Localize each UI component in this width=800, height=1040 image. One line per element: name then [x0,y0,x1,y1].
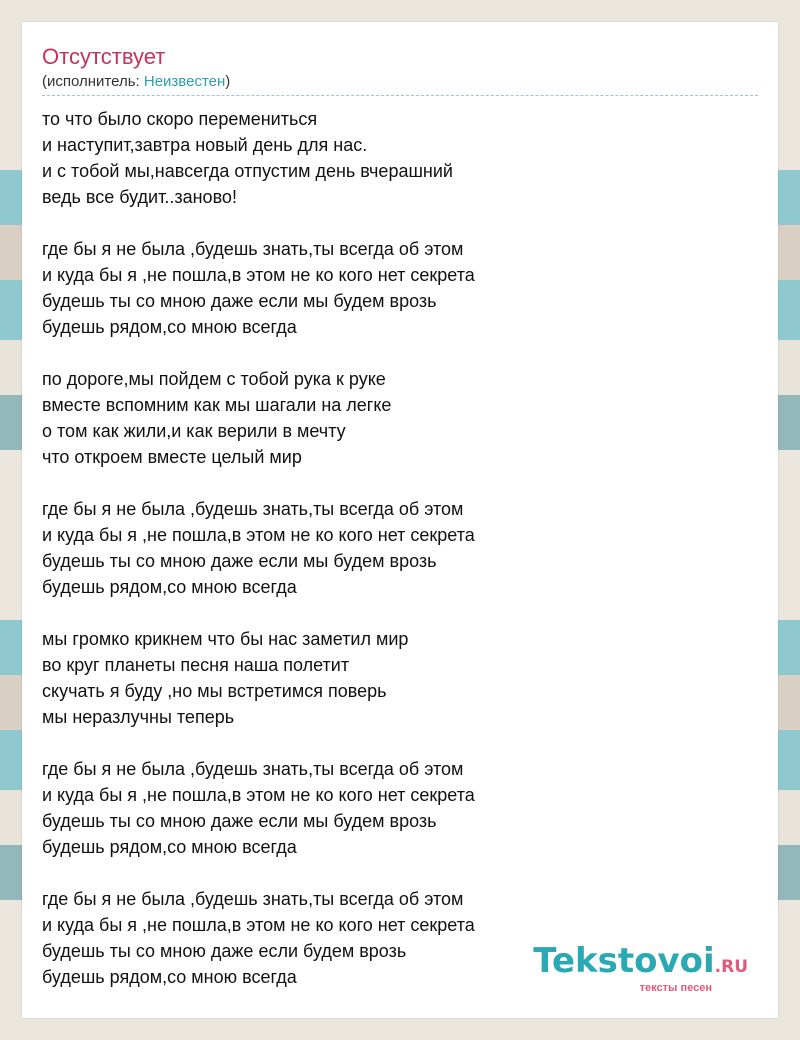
lyrics-line: и куда бы я ,не пошла,в этом не ко кого нет секрета [42,265,475,285]
lyrics-stanza [42,366,758,470]
logo-name: Tekstovoi [533,941,715,981]
performer-line [42,72,758,96]
lyrics-body [42,106,758,990]
lyrics-line: будешь ты со мною даже если будем врозь [42,941,407,961]
lyrics-line: мы громко крикнем что бы нас заметил мир [42,629,409,649]
lyrics-stanza [42,756,758,860]
lyrics-stanza [42,106,758,210]
performer-link[interactable]: Неизвестен [143,73,226,90]
lyrics-line: и куда бы я ,не пошла,в этом не ко кого нет секрета [42,525,475,545]
lyrics-line: где бы я не была ,будешь знать,ты всегда об этом [42,759,464,779]
lyrics-line: по дороге,мы пойдем с тобой рука к руке [42,369,386,389]
site-logo[interactable] [533,941,748,994]
logo-wordmark [533,941,748,984]
lyrics-line: о том как жили,и как верили в мечту [42,421,346,441]
lyrics-line: и куда бы я ,не пошла,в этом не ко кого нет секрета [42,915,475,935]
lyrics-line: будешь рядом,со мною всегда [42,967,297,987]
logo-tagline: тексты песен [639,982,712,994]
lyrics-line: будешь ты со мною даже если мы будем врозь [42,291,437,311]
lyrics-line: ведь все будит..заново! [42,187,237,207]
logo-tld: .RU [714,957,748,977]
lyrics-stanza [42,626,758,730]
lyrics-sheet [22,22,778,1018]
lyrics-line: где бы я не была ,будешь знать,ты всегда об этом [42,889,464,909]
lyrics-line: где бы я не была ,будешь знать,ты всегда об этом [42,239,464,259]
lyrics-stanza [42,496,758,600]
song-title: Отсутствует [42,44,166,69]
lyrics-line: вместе вспомним как мы шагали на легке [42,395,392,415]
lyrics-line: и наступит,завтра новый день для нас. [42,135,368,155]
lyrics-line: где бы я не была ,будешь знать,ты всегда об этом [42,499,464,519]
lyrics-line: будешь ты со мною даже если мы будем врозь [42,551,437,571]
lyrics-line: и куда бы я ,не пошла,в этом не ко кого нет секрета [42,785,475,805]
lyrics-stanza [42,236,758,340]
performer-suffix: ) [225,73,231,90]
lyrics-line: во круг планеты песня наша полетит [42,655,350,675]
lyrics-line: будешь ты со мною даже если мы будем врозь [42,811,437,831]
performer-prefix: (исполнитель: [42,73,144,90]
lyrics-line: скучать я буду ,но мы встретимся поверь [42,681,387,701]
lyrics-line: что откроем вместе целый мир [42,447,302,467]
lyrics-line: будешь рядом,со мною всегда [42,577,297,597]
lyrics-line: мы неразлучны теперь [42,707,235,727]
lyrics-line: будешь рядом,со мною всегда [42,317,297,337]
lyrics-line: и с тобой мы,навсегда отпустим день вчерашний [42,161,453,181]
lyrics-line: будешь рядом,со мною всегда [42,837,297,857]
lyrics-line: то что было скоро перемениться [42,109,318,129]
